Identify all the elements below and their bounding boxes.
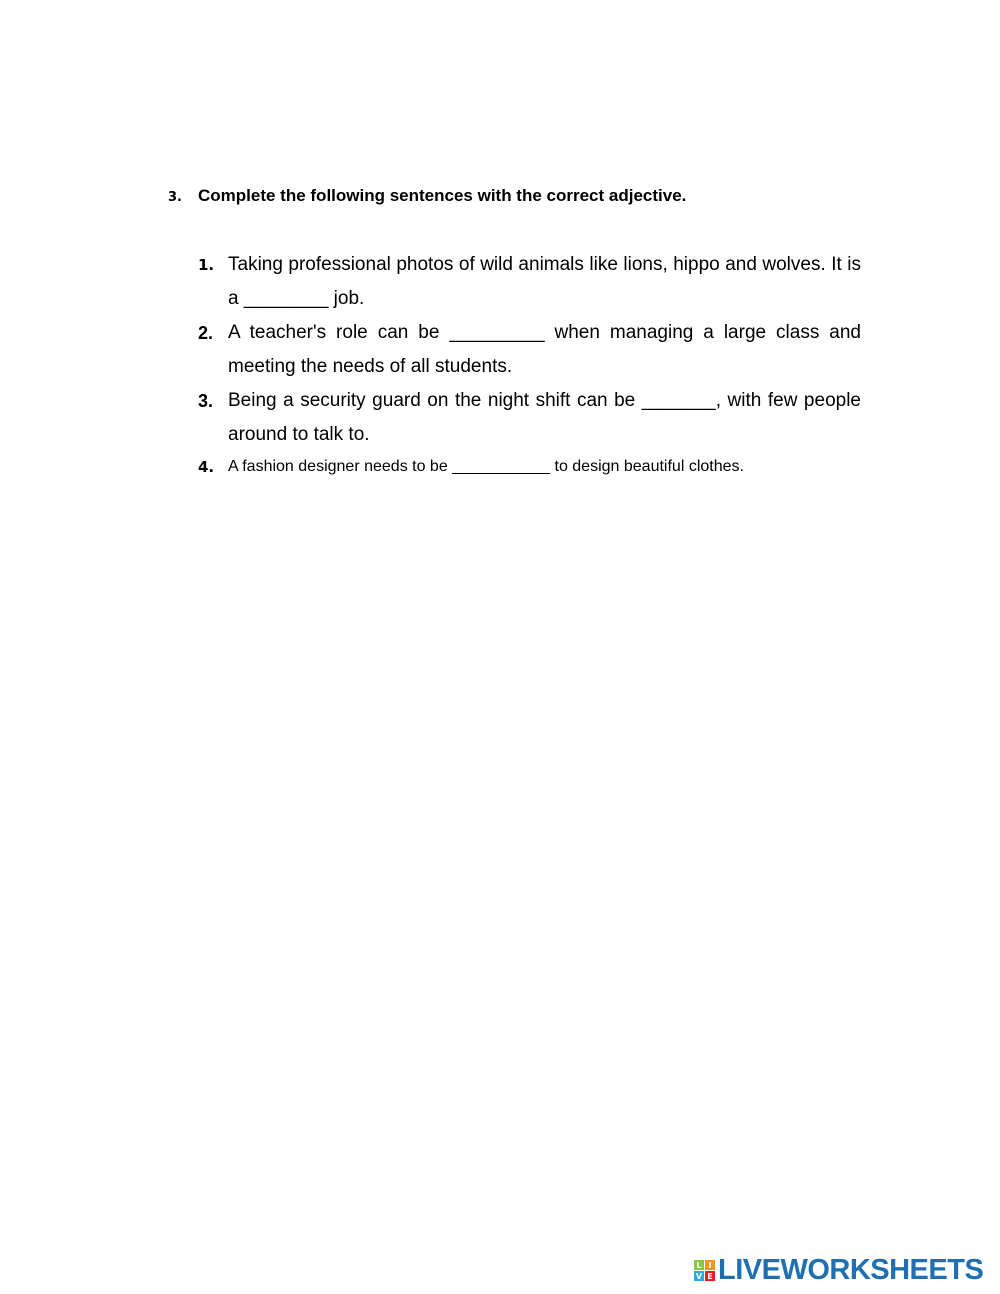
- question-text: Being a security guard on the night shift can be _______, with few people around to talk to.: [228, 390, 861, 445]
- logo-mark-cell: L: [694, 1260, 704, 1270]
- logo-text: LIVEWORKSHEETS: [718, 1254, 984, 1286]
- question-list: [198, 248, 861, 482]
- exercise-instruction: Complete the following sentences with the correct adjective.: [198, 186, 687, 205]
- question-number: 2.: [198, 323, 214, 343]
- logo-mark-cell: V: [695, 1271, 703, 1281]
- question-item: [198, 248, 861, 316]
- logo-mark-cell: I: [705, 1260, 715, 1270]
- question-number: 3.: [198, 391, 214, 411]
- question-number: 4.: [198, 458, 215, 476]
- exercise-number: 3.: [168, 190, 182, 205]
- logo-mark-cell: E: [705, 1271, 715, 1281]
- question-text: Taking professional photos of wild animals like lions, hippo and wolves. It is a ________ job.: [228, 254, 861, 309]
- question-item: [198, 452, 861, 482]
- question-item: [198, 316, 861, 384]
- question-item: [198, 384, 861, 452]
- question-text: A fashion designer needs to be ___________ to design beautiful clothes.: [228, 458, 744, 475]
- exercise-heading: [168, 186, 686, 206]
- logo-mark-icon: [694, 1260, 715, 1281]
- question-number: 1.: [198, 256, 215, 274]
- liveworksheets-logo: [694, 1256, 983, 1285]
- question-text: A teacher's role can be _________ when managing a large class and meeting the needs of all students.: [228, 322, 861, 377]
